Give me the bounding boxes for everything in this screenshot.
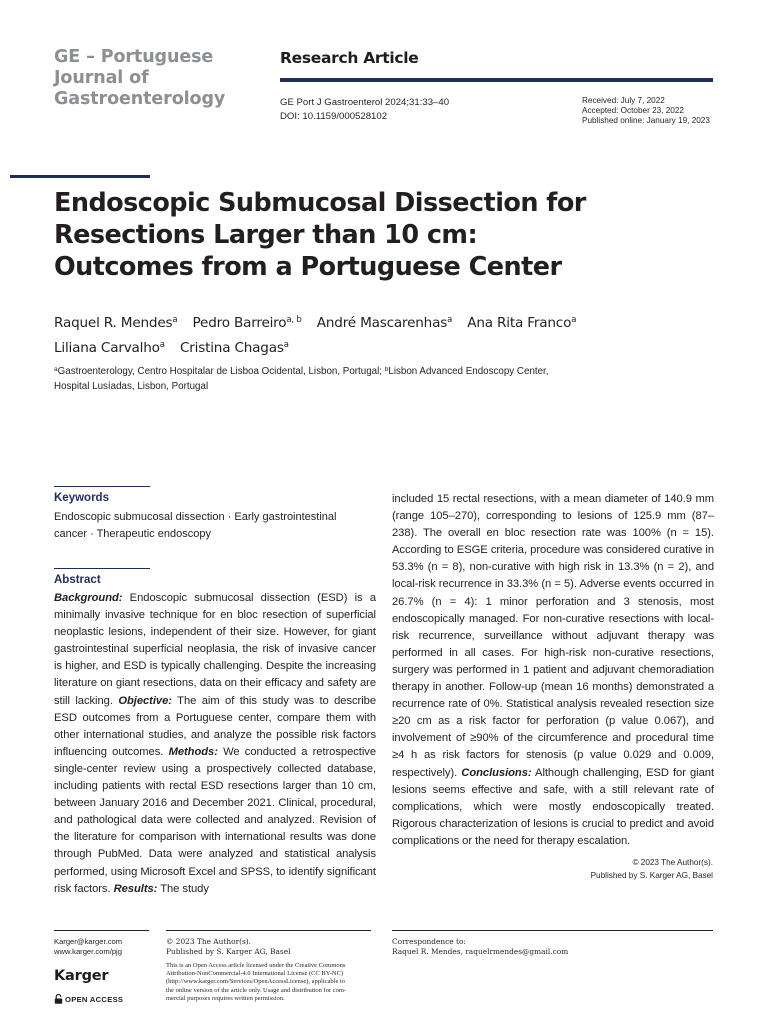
title-accent-rule: [10, 175, 150, 178]
title-line: Outcomes from a Portuguese Center: [54, 252, 562, 282]
license-note: This is an Open Access article licensed under the Creative Commons Attribution-NonCommercial-4.0 International License (CC BY-NC) (http://www.karger.com/Services/OpenAccessLicense), applicable to the online version of the article only. Usage and distribution for com- mercial purposes requires written permission.: [166, 962, 347, 1002]
background-label: Background:: [54, 592, 123, 604]
footer-rule-middle: [166, 930, 371, 931]
methods-label: Methods:: [168, 745, 218, 758]
author: André Mascarenhas$^a$: [316, 315, 453, 331]
published-date: Published online: January 19, 2023: [582, 116, 710, 125]
background-text: Endoscopic submucosal dissection (ESD) is a minimally invasive technique for en bloc resection of superficial neoplastic lesions, independent of their size. However, for giant gastrointestinal superficial neoplasia, the risk of invasive cancer is higher, and ESD is typically challenging. Despite the increasing literature on giant resections, data on their efficacy and safety are still lacking.: [54, 592, 376, 707]
publisher-email[interactable]: Karger@karger.com: [54, 937, 123, 946]
journal-name-line: GE – Portuguese: [54, 47, 214, 67]
citation: GE Port J Gastroenterol 2024;31:33–40: [280, 97, 450, 108]
publisher-website[interactable]: www.karger.com/pjg: [54, 947, 122, 956]
author: Liliana Carvalho$^a$: [54, 340, 165, 356]
accepted-date: Accepted: October 23, 2022: [582, 106, 684, 115]
abstract-copyright: © 2023 The Author(s). Published by S. Karger AG, Basel: [590, 858, 713, 880]
results-text-cont: included 15 rectal resections, with a mean diameter of 140.9 mm (range 105–270), corresponding to lesions of 125.9 mm (87–238). The overall en bloc resection rate was 100% (n = 15). According to ESGE criteria, procedure was considered curative in 53.3% (n = 8), non-curative with high risk in 13.3% (n = 2), and local-risk recurrence in 33.3% (n = 5). Adverse events occurred in 26.7% (n = 4): 1 minor perforation and 3 stenosis, most endoscopically managed. For non-curative resections with local-risk recurrence, surveillance without adjuvant therapy was performed in all cases. For high-risk non-curative resections, surgery was performed in 1 patient and adjuvant chemoradiation therapy in another. Follow-up (mean 16 months) demonstrated a recurrence rate of 0%. Statistical analysis revealed resection size ≥20 cm as a risk factor for perforation (p value 0.067), and involvement of ≥90% of the circumference and procedural time ≥4 h as risk factors for stenosis (p value 0.029 and 0.009, respectively).: [392, 493, 714, 779]
author: Cristina Chagas$^a$: [179, 340, 289, 356]
affiliation-b: Lisbon Advanced Endoscopy Center,: [388, 366, 549, 377]
correspondence-contact[interactable]: Raquel R. Mendes, raquelrmendes@gmail.com: [392, 946, 569, 956]
correspondence: Correspondence to: Raquel R. Mendes, raquelrmendes@gmail.com: [392, 937, 569, 956]
affiliation-b-cont: Hospital Lusíadas, Lisbon, Portugal: [54, 381, 209, 392]
author: Raquel R. Mendes$^a$: [54, 315, 178, 331]
conclusions-label: Conclusions:: [461, 766, 532, 779]
footer-copyright: © 2023 The Author(s). Published by S. Karger AG, Basel: [166, 937, 291, 956]
affiliation-a: Gastroenterology, Centro Hospitalar de Lisboa Ocidental, Lisbon, Portugal;: [57, 366, 383, 377]
article-type: Research Article: [280, 49, 419, 67]
objective-text: The aim of this study was to describe ESD outcomes from a Portuguese center, compare them with other international studies, and analyze the possible risk factors influencing outcomes.: [54, 694, 377, 758]
article-title: [54, 187, 674, 283]
affiliations: $^a$Gastroenterology, Centro Hospitalar de Lisboa Ocidental, Lisbon, Portugal; $^b$Lisbon Advanced Endoscopy Center, Hospital Lusíadas, Lisbon, Portugal: [54, 362, 614, 394]
keywords-heading: Keywords: [54, 492, 109, 504]
footer-rule-left: [54, 930, 149, 931]
footer-rule-right: [392, 930, 713, 931]
author: Ana Rita Franco$^a$: [467, 315, 577, 331]
open-lock-icon: [54, 994, 63, 1004]
results-label: Results:: [113, 882, 158, 895]
abstract-column-right: [392, 491, 714, 850]
doi-link[interactable]: DOI: 10.1159/000528102: [280, 111, 388, 122]
keywords-text: Endoscopic submucosal dissection · Early gastrointestinal cancer · Therapeutic endoscopy: [54, 511, 337, 540]
author-list: [54, 309, 674, 359]
header-rule: [280, 78, 713, 82]
results-text: The study: [157, 882, 209, 895]
open-access-badge: OPEN ACCESS: [54, 994, 123, 1004]
journal-name: [54, 47, 244, 110]
publication-dates: [582, 96, 710, 126]
journal-name-line: Journal of: [54, 68, 149, 88]
title-line: Endoscopic Submucosal Dissection for: [54, 188, 586, 218]
abstract-heading: Abstract: [54, 574, 101, 586]
methods-text: We conducted a retrospective single-center review using a prospectively collected database, including patients with rectal ESD resections larger than 10 cm, between January 2016 and December 2021. Clinical, procedural, and pathological data were collected and analyzed. Revision of the literature for comparison with international results was done through PubMed. Data were analyzed and statistical analysis performed, using Microsoft Excel and SPSS, to identify significant risk factors.: [54, 745, 376, 895]
citation-block: [280, 96, 449, 124]
conclusions-text: Although challenging, ESD for giant lesions seems effective and safe, with a still relevant rate of complications, which were mostly endoscopically treated. Rigorous characterization of lesions is crucial to predict and avoid complications or the need for therapy escalation.: [392, 766, 714, 847]
keywords-rule: [54, 486, 150, 487]
karger-logo: Karger: [54, 968, 109, 984]
publisher-contact: [54, 937, 122, 957]
abstract-rule: [54, 568, 150, 569]
author: Pedro Barreiro$^{a, b}$: [192, 315, 302, 331]
abstract-column-left: [54, 590, 376, 898]
journal-name-line: Gastroenterology: [54, 89, 226, 109]
objective-label: Objective:: [118, 694, 172, 707]
title-line: Resections Larger than 10 cm:: [54, 220, 478, 250]
received-date: Received: July 7, 2022: [582, 96, 665, 105]
